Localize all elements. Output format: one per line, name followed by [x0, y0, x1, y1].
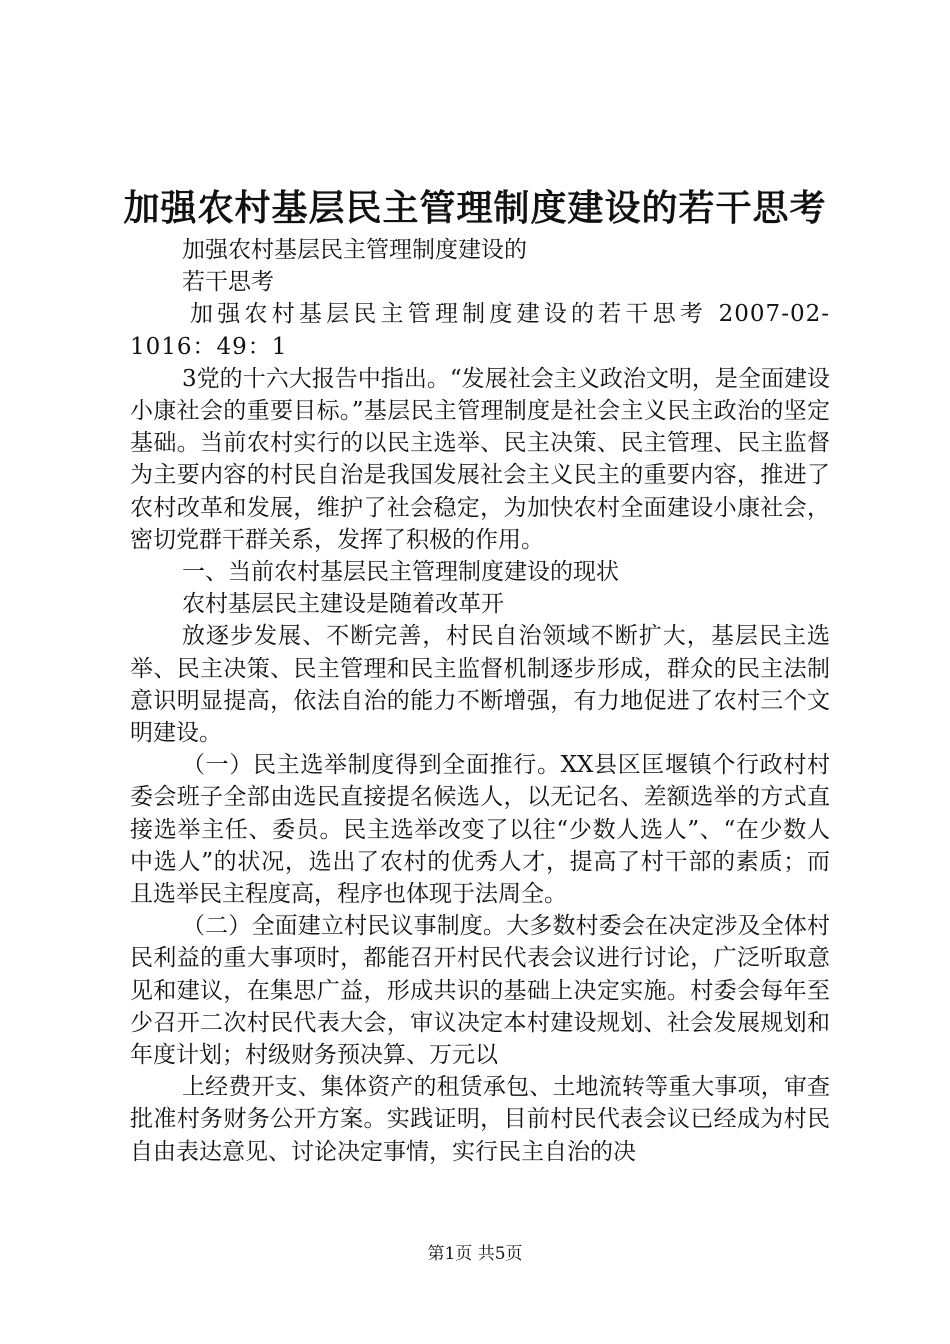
document-title: 加强农村基层民主管理制度建设的若干思考 [123, 187, 827, 229]
body-paragraph: 农村基层民主建设是随着改革开 [182, 591, 504, 618]
body-paragraph: 3党的十六大报告中指出。“发展社会主义政治文明，是全面建设小康社会的重要目标。”基层民主管理制度是社会主义民主政治的坚定基础。当前农村实行的以民主选举、民主决策、民主管理、民主监督为主要内容的村民自治是我国发展社会主义民主的重要内容，推进了农村改革和发展，维护了社会稳定，为加快农村全面建设小康社会，密切党群干群关系，发挥了积极的作用。 [130, 365, 830, 553]
document-body [130, 234, 830, 1168]
subtitle-line-1: 加强农村基层民主管理制度建设的 [182, 237, 527, 263]
section-heading: 一、当前农村基层民主管理制度建设的现状 [182, 559, 619, 586]
dateline-paragraph: 加强农村基层民主管理制度建设的若干思考 2007-02-1016：49：1 [130, 301, 830, 360]
body-paragraph: 放逐步发展、不断完善，村民自治领域不断扩大，基层民主选举、民主决策、民主管理和民主监督机制逐步形成，群众的民主法制意识明显提高，依法自治的能力不断增强，有力地促进了农村三个文明建设。 [130, 623, 830, 747]
page-footer: 第1页 共5页 [427, 1244, 523, 1264]
body-paragraph: 上经费开支、集体资产的租赁承包、土地流转等重大事项，审查批准村务财务公开方案。实践证明，目前村民代表会议已经成为村民自由表达意见、讨论决定事情，实行民主自治的决 [130, 1074, 830, 1165]
body-paragraph: （二）全面建立村民议事制度。大多数村委会在决定涉及全体村民利益的重大事项时，都能召开村民代表会议进行讨论，广泛听取意见和建议，在集思广益，形成共识的基础上决定实施。村委会每年至少召开二次村民代表大会，审议决定本村建设规划、社会发展规划和年度计划；村级财务预决算、万元以 [130, 913, 830, 1069]
body-paragraph: （一）民主选举制度得到全面推行。XX县区匡堰镇个行政村村委会班子全部由选民直接提名候选人，以无记名、差额选举的方式直接选举主任、委员。民主选举改变了以往“少数人选人”、“在少数人中选人”的状况，选出了农村的优秀人才，提高了村干部的素质；而且选举民主程度高，程序也体现于法周全。 [130, 752, 830, 908]
subtitle-line-2: 若干思考 [182, 269, 274, 296]
